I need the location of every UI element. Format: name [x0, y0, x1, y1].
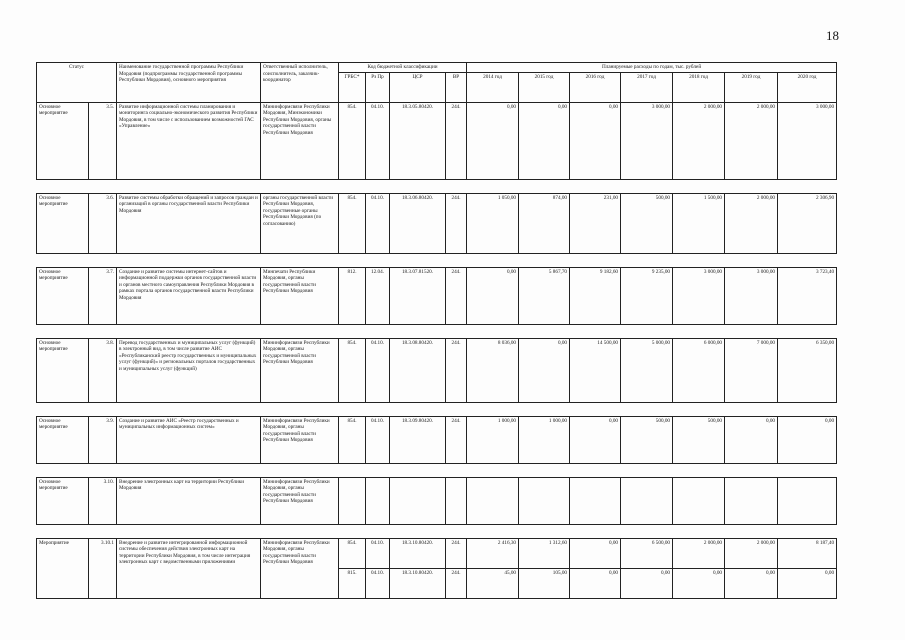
- row-value-2017: 500,00: [621, 416, 673, 463]
- row-value-2015: 874,00: [519, 193, 570, 253]
- table-row: [37, 477, 837, 524]
- row-value-2017: 6 500,00: [621, 538, 673, 568]
- row-vr: 244.: [446, 267, 467, 324]
- header-year-2016: 2016 год: [570, 72, 621, 102]
- row-value-2016: 231,00: [570, 193, 621, 253]
- row-value-2015: 5 867,70: [519, 267, 570, 324]
- header-grbs: ГРБС*: [339, 72, 366, 102]
- row-csr: [390, 477, 446, 524]
- row-name: Перевод государственных и муниципальных услуг (функций) в электронный вид, в том числе развитие АИС «Республиканский реестр государственных и муниципальных услуг (функций)» и региональных порталов государственных и муниципальных услуг (функций): [117, 338, 261, 402]
- header-csr: ЦСР: [390, 72, 446, 102]
- row-executor: органы государственной власти Республики Мордовия, государственные органы Республики Мордовия (по согласованию): [261, 193, 339, 253]
- row-csr: 18.3.10.80420.: [390, 568, 446, 598]
- row-gap: [37, 524, 837, 538]
- row-value-2014: 45,00: [467, 568, 519, 598]
- row-executor: Мининформсвязи Республики Мордовия, органы государственной власти Республики Мордовия: [261, 477, 339, 524]
- row-executor: Мининформсвязи Республики Мордовия, органы государственной власти Республики Мордовия: [261, 538, 339, 598]
- row-value-2019: 7 000,00: [725, 338, 778, 402]
- row-value-2020: 0,00: [778, 416, 837, 463]
- row-value-2019: 2 000,00: [725, 102, 778, 179]
- row-value-2019: 2 000,00: [725, 538, 778, 568]
- row-value-2019: 0,00: [725, 568, 778, 598]
- header-status: Статус: [37, 63, 117, 103]
- row-csr: 18.3.06.80420.: [390, 193, 446, 253]
- row-value-2016: 0,00: [570, 538, 621, 568]
- row-rz: 04.10.: [366, 102, 390, 179]
- row-number: 3.6.: [89, 193, 117, 253]
- header-year-2015: 2015 год: [519, 72, 570, 102]
- row-csr: 18.3.09.80420.: [390, 416, 446, 463]
- row-value-2016: 0,00: [570, 416, 621, 463]
- row-rz: 04.10.: [366, 538, 390, 568]
- row-executor: Мининформсвязи Республики Мордовия, органы государственной власти Республики Мордовия: [261, 338, 339, 402]
- row-value-2018: [673, 477, 725, 524]
- row-name: Внедрение и развитие интегрированной информационной системы обеспечения действия электронных карт на территории Республики Мордовия, в том числе интеграция электронных карт с ведомственными приложениями: [117, 538, 261, 598]
- row-value-2016: [570, 477, 621, 524]
- header-name: Наименование государственной программы Республики Мордовия (подпрограммы государственной программы Республики Мордовия), основного мероприятия: [117, 63, 261, 103]
- header-budget-code: Код бюджетной классификации: [339, 63, 467, 73]
- row-value-2016: 0,00: [570, 102, 621, 179]
- row-value-2020: 0,00: [778, 568, 837, 598]
- row-csr: 18.3.07.81520.: [390, 267, 446, 324]
- row-csr: 18.3.08.80420.: [390, 338, 446, 402]
- table-row: [37, 338, 837, 402]
- row-status: Основное мероприятие: [37, 193, 89, 253]
- row-status: Основное мероприятие: [37, 267, 89, 324]
- row-status: Мероприятие: [37, 538, 89, 598]
- row-value-2020: 8 187,40: [778, 538, 837, 568]
- row-value-2014: 1 050,00: [467, 193, 519, 253]
- row-name: Создание и развитие системы интернет-сайтов и информационной поддержки органов государственной власти и органов местного самоуправления Республики Мордовия в рамках портала органов государственной власти Республики Мордовия: [117, 267, 261, 324]
- header-planned: Планируемые расходы по годам, тыс. рублей: [467, 63, 837, 73]
- row-value-2019: 0,00: [725, 416, 778, 463]
- row-value-2018: 2 000,00: [673, 102, 725, 179]
- row-vr: 244.: [446, 338, 467, 402]
- row-value-2015: 0,00: [519, 102, 570, 179]
- row-value-2020: [778, 477, 837, 524]
- row-number: 3.7.: [89, 267, 117, 324]
- row-value-2018: 6 000,00: [673, 338, 725, 402]
- row-value-2020: 6 350,00: [778, 338, 837, 402]
- row-name: Развитие информационной системы планирования и мониторинга социально-экономического развития Республики Мордовия, в том числе с использованием возможностей ГАС «Управление»: [117, 102, 261, 179]
- row-csr: 18.3.05.80420.: [390, 102, 446, 179]
- row-value-2018: 3 000,00: [673, 267, 725, 324]
- row-value-2017: 9 235,00: [621, 267, 673, 324]
- row-name: Создание и развитие АИС «Реестр государственных и муниципальных информационных систем»: [117, 416, 261, 463]
- row-grbs: 854.: [339, 193, 366, 253]
- row-number: 3.10.1: [89, 538, 117, 598]
- row-number: 3.5.: [89, 102, 117, 179]
- row-value-2018: 1 500,00: [673, 193, 725, 253]
- row-value-2019: 3 000,00: [725, 267, 778, 324]
- expenditure-table: [36, 62, 837, 599]
- row-number: 3.9.: [89, 416, 117, 463]
- row-value-2014: 2 416,30: [467, 538, 519, 568]
- row-status: Основное мероприятие: [37, 416, 89, 463]
- row-value-2016: 9 182,60: [570, 267, 621, 324]
- row-executor: Мининформсвязи Республики Мордовия, Минэкономики Республики Мордовия, органы государственной власти Республики Мордовия: [261, 102, 339, 179]
- row-value-2018: 500,00: [673, 416, 725, 463]
- row-executor: Мининформсвязи Республики Мордовия, органы государственной власти Республики Мордовия: [261, 416, 339, 463]
- row-rz: [366, 477, 390, 524]
- row-value-2018: 2 000,00: [673, 538, 725, 568]
- row-value-2014: 8 036,00: [467, 338, 519, 402]
- row-vr: 244.: [446, 568, 467, 598]
- row-value-2015: 0,00: [519, 338, 570, 402]
- row-gap: [37, 402, 837, 416]
- row-rz: 04.10.: [366, 416, 390, 463]
- row-value-2018: 0,00: [673, 568, 725, 598]
- table-row: [37, 193, 837, 253]
- row-value-2020: 3 723,40: [778, 267, 837, 324]
- header-year-2018: 2018 год: [673, 72, 725, 102]
- header-year-2020: 2020 год: [778, 72, 837, 102]
- table-row: [37, 416, 837, 463]
- row-value-2015: 1 312,60: [519, 538, 570, 568]
- expenditure-table-sheet: [36, 62, 836, 599]
- row-rz: 04.10.: [366, 568, 390, 598]
- row-value-2016: 0,00: [570, 568, 621, 598]
- row-grbs: 812.: [339, 267, 366, 324]
- header-year-2019: 2019 год: [725, 72, 778, 102]
- row-gap: [37, 324, 837, 338]
- row-value-2019: 2 000,00: [725, 193, 778, 253]
- row-value-2015: [519, 477, 570, 524]
- row-gap: [37, 463, 837, 477]
- table-row: [37, 102, 837, 179]
- row-number: 3.10.: [89, 477, 117, 524]
- header-year-2017: 2017 год: [621, 72, 673, 102]
- table-row: [37, 267, 837, 324]
- row-grbs: 854.: [339, 538, 366, 568]
- row-grbs: 854.: [339, 416, 366, 463]
- row-vr: 244.: [446, 416, 467, 463]
- row-vr: 244.: [446, 193, 467, 253]
- page-number: 18: [826, 28, 839, 43]
- header-vr: ВР: [446, 72, 467, 102]
- row-status: Основное мероприятие: [37, 477, 89, 524]
- row-gap: [37, 253, 837, 267]
- row-value-2017: 500,00: [621, 193, 673, 253]
- row-value-2015: 105,00: [519, 568, 570, 598]
- row-gap: [37, 179, 837, 193]
- row-value-2020: 2 306,90: [778, 193, 837, 253]
- header-executor: Ответственный исполнитель, соисполнитель, заказчик-координатор: [261, 63, 339, 103]
- row-value-2017: 5 000,00: [621, 338, 673, 402]
- row-grbs: [339, 477, 366, 524]
- row-rz: 04.10.: [366, 193, 390, 253]
- row-name: Развитие системы обработки обращений и запросов граждан и организаций в органы государственной власти Республики Мордовия: [117, 193, 261, 253]
- row-vr: 244.: [446, 538, 467, 568]
- row-rz: 04.10.: [366, 338, 390, 402]
- row-value-2014: [467, 477, 519, 524]
- row-value-2019: [725, 477, 778, 524]
- row-value-2017: 3 000,00: [621, 102, 673, 179]
- row-status: Основное мероприятие: [37, 102, 89, 179]
- row-grbs: 854.: [339, 102, 366, 179]
- row-value-2020: 3 000,00: [778, 102, 837, 179]
- row-value-2014: 0,00: [467, 267, 519, 324]
- row-value-2017: [621, 477, 673, 524]
- row-vr: 244.: [446, 102, 467, 179]
- row-value-2015: 1 000,00: [519, 416, 570, 463]
- row-value-2014: 1 000,00: [467, 416, 519, 463]
- row-value-2014: 0,00: [467, 102, 519, 179]
- row-csr: 18.3.10.80420.: [390, 538, 446, 568]
- table-row: [37, 538, 837, 568]
- row-grbs: 815.: [339, 568, 366, 598]
- row-name: Внедрение электронных карт на территории Республики Мордовия: [117, 477, 261, 524]
- header-rz: Рз Пр: [366, 72, 390, 102]
- header-year-2014: 2014 год: [467, 72, 519, 102]
- row-executor: Минпечати Республики Мордовия, органы государственной власти Республики Мордовия: [261, 267, 339, 324]
- row-value-2016: 14 500,00: [570, 338, 621, 402]
- row-status: Основное мероприятие: [37, 338, 89, 402]
- row-number: 3.8.: [89, 338, 117, 402]
- row-grbs: 854.: [339, 338, 366, 402]
- row-vr: [446, 477, 467, 524]
- row-rz: 12.04.: [366, 267, 390, 324]
- row-value-2017: 0,00: [621, 568, 673, 598]
